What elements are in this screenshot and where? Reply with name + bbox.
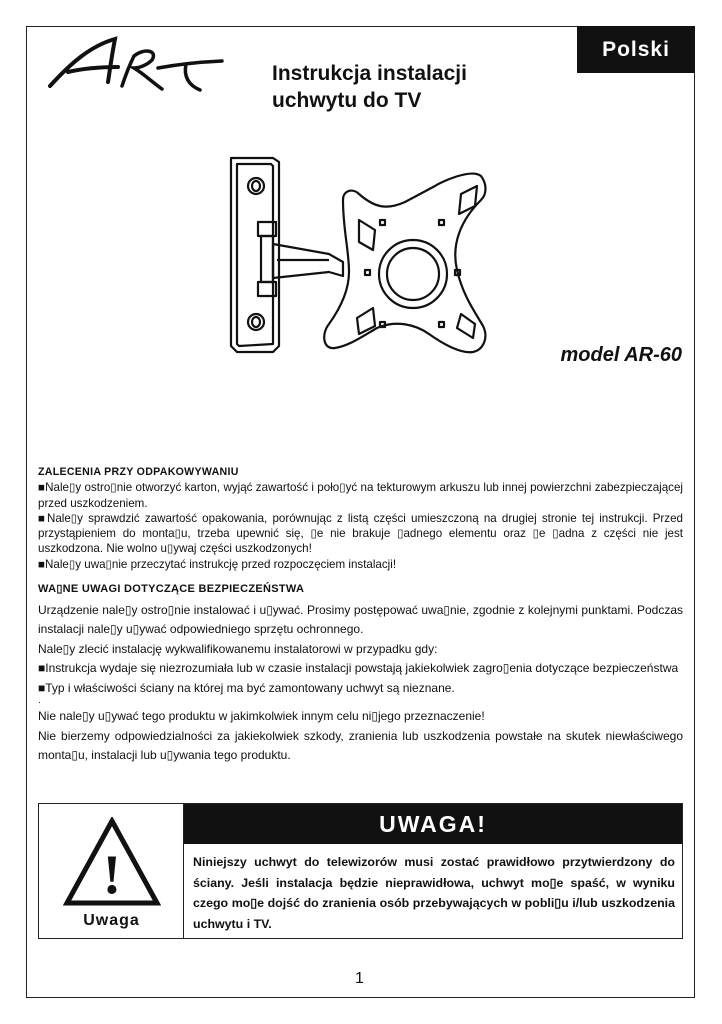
warning-caption: Uwaga: [83, 912, 140, 929]
safety-paragraph: Nie nale▯y u▯ywać tego produktu w jakimkolwiek innym celu ni▯jego przeznaczenie!: [38, 709, 485, 723]
stray-dot: ·: [38, 697, 41, 707]
recommendation-item: ■Nale▯y sprawdzić zawartość opakowania, porównując z listą części umieszczoną na drugiej stronie tej instrukcji. Przed przystąpieniem do monta▯u, trzeba upewnić się, ▯e nie brakuje ▯adnego elementu oraz ▯e ▯adna z części nie jest uszkodzona. Nie wolno u▯ywaj części uszkodzonych!: [38, 511, 683, 556]
recommendation-item: ■Nale▯y ostro▯nie otworzyć karton, wyjąć zawartość i poło▯yć na tekturowym arkuszu lub innej powierzchni zabezpieczającej przed uszkodzeniem.: [38, 481, 683, 510]
safety-notes: [38, 580, 683, 766]
document-title: [272, 60, 467, 114]
safety-paragraph: Nie bierzemy odpowiedzialności za jakiekolwiek szkody, zranienia lub uszkodzenia powstałe na skutek niewłaściwego monta▯u, instalacji lub u▯ywania tego produktu.: [38, 728, 683, 762]
safety-heading: WA▯NE UWAGI DOTYCZĄCE BEZPIECZEŃSTWA: [38, 583, 305, 595]
page-number: 1: [355, 970, 364, 987]
safety-bullet: ■Typ i właściwości ściany na której ma być zamontowany uchwyt są nieznane.: [38, 680, 455, 695]
safety-paragraph: Nale▯y zlecić instalację wykwalifikowanemu instalatorowi w przypadku gdy:: [38, 641, 438, 656]
language-tab: Polski: [577, 26, 695, 73]
art-logo: [40, 34, 225, 104]
unpacking-recommendations: [38, 465, 683, 572]
title-line-1: Instrukcja instalacji: [272, 62, 467, 85]
safety-bullet: ■Instrukcja wydaje się niezrozumiała lub w czasie instalacji powstają jakiekolwiek zagro▯enia dotyczące bezpieczeństwa: [38, 661, 679, 675]
title-line-2: uchwytu do TV: [272, 89, 422, 112]
recommendation-item: ■Nale▯y uwa▯nie przeczytać instrukcję przed rozpoczęciem instalacji!: [38, 557, 397, 571]
warning-symbol-panel: [39, 804, 184, 938]
safety-paragraph: Urządzenie nale▯y ostro▯nie instalować i u▯ywać. Prosimy postępować uwa▯nie, zgodnie z kolejnymi punktami. Podczas instalacji nale▯y u▯ywać odpowiedniego sprzętu ochronnego.: [38, 602, 683, 636]
tv-mount-illustration: [225, 150, 500, 400]
warning-triangle-icon: [63, 817, 161, 907]
warning-box: [38, 803, 683, 939]
model-name: model AR-60: [560, 344, 682, 366]
recommendations-heading: ZALECENIA PRZY ODPAKOWYWANIU: [38, 466, 239, 478]
warning-exclamation: !: [102, 844, 122, 906]
warning-heading: UWAGA!: [184, 804, 682, 844]
warning-text: Niniejszy uchwyt do telewizorów musi zostać prawidłowo przytwierdzony do ściany. Jeśli instalacja będzie nieprawidłowa, uchwyt mo▯e spaść, w wyniku czego mo▯e dojść do zranienia osób przebywających w pobli▯u i/lub uszkodzenia uchwytu i TV.: [193, 855, 675, 931]
